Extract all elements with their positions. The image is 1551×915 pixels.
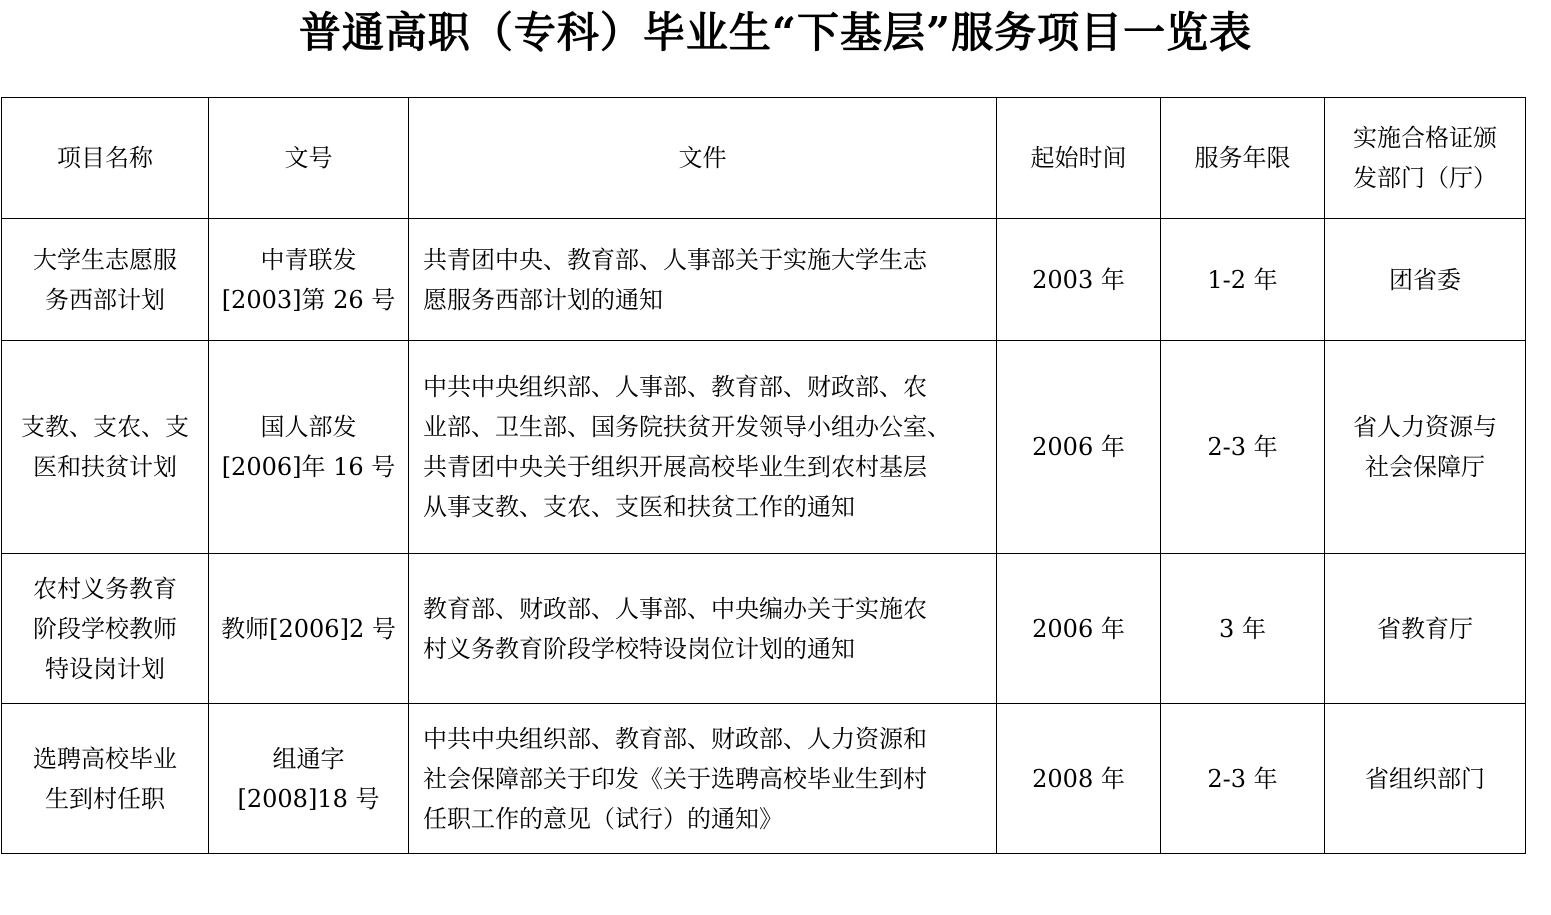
start-time-cell: 2006 年 (997, 341, 1161, 554)
doc-number-cell: 中青联发 [2003]第 26 号 (209, 219, 409, 341)
header-cell-doc-number: 文号 (209, 98, 409, 219)
start-time-cell: 2006 年 (997, 554, 1161, 704)
doc-number-cell: 教师[2006]2 号 (209, 554, 409, 704)
header-cell-start-time: 起始时间 (997, 98, 1161, 219)
projects-table (1, 97, 1526, 854)
table-row (2, 219, 1526, 341)
document-cell: 教育部、财政部、人事部、中央编办关于实施农 村义务教育阶段学校特设岗位计划的通知 (409, 554, 997, 704)
doc-number-cell: 国人部发 [2006]年 16 号 (209, 341, 409, 554)
issuing-dept-cell: 省组织部门 (1325, 704, 1526, 854)
header-cell-service-term: 服务年限 (1161, 98, 1325, 219)
page-title: 普通高职（专科）毕业生“下基层”服务项目一览表 (298, 8, 1253, 57)
header-cell-document: 文件 (409, 98, 997, 219)
doc-number-cell: 组通字 [2008]18 号 (209, 704, 409, 854)
service-term-cell: 1-2 年 (1161, 219, 1325, 341)
start-time-cell: 2008 年 (997, 704, 1161, 854)
header-cell-project-name: 项目名称 (2, 98, 209, 219)
service-term-cell: 2-3 年 (1161, 341, 1325, 554)
table-row (2, 554, 1526, 704)
document-cell: 中共中央组织部、教育部、财政部、人力资源和 社会保障部关于印发《关于选聘高校毕业生到村 任职工作的意见（试行）的通知》 (409, 704, 997, 854)
table-row (2, 704, 1526, 854)
issuing-dept-cell: 团省委 (1325, 219, 1526, 341)
service-term-cell: 3 年 (1161, 554, 1325, 704)
issuing-dept-cell: 省人力资源与 社会保障厅 (1325, 341, 1526, 554)
issuing-dept-cell: 省教育厅 (1325, 554, 1526, 704)
project-name-cell: 支教、支农、支 医和扶贫计划 (2, 341, 209, 554)
service-term-cell: 2-3 年 (1161, 704, 1325, 854)
project-name-cell: 农村义务教育 阶段学校教师 特设岗计划 (2, 554, 209, 704)
project-name-cell: 选聘高校毕业 生到村任职 (2, 704, 209, 854)
start-time-cell: 2003 年 (997, 219, 1161, 341)
project-name-cell: 大学生志愿服 务西部计划 (2, 219, 209, 341)
table-row (2, 341, 1526, 554)
document-cell: 中共中央组织部、人事部、教育部、财政部、农 业部、卫生部、国务院扶贫开发领导小组办公室、 共青团中央关于组织开展高校毕业生到农村基层 从事支教、支农、支医和扶贫工作的通知 (409, 341, 997, 554)
document-cell: 共青团中央、教育部、人事部关于实施大学生志 愿服务西部计划的通知 (409, 219, 997, 341)
table-header-row (2, 98, 1526, 219)
header-cell-issuing-dept: 实施合格证颁 发部门（厅） (1325, 98, 1526, 219)
